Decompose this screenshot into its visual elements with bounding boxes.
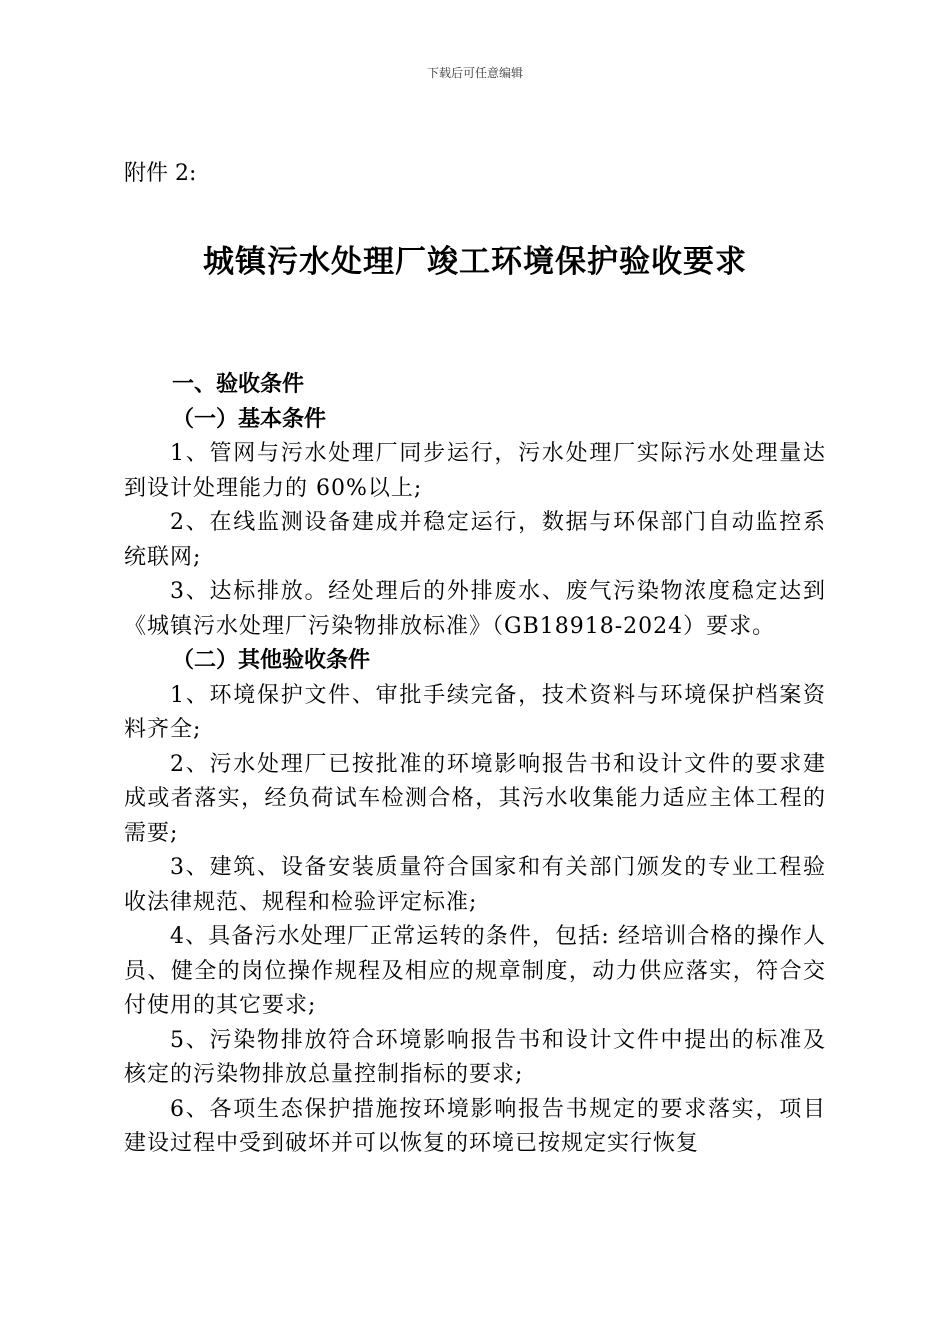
paragraph-other-6: 6、各项生态保护措施按环境影响报告书规定的要求落实，项目建设过程中受到破坏并可以恢复的环境已按规定实行恢复 [124, 1096, 826, 1156]
attachment-label: 附件 2: [124, 161, 197, 186]
paragraph-basic-2: 2、在线监测设备建成并稳定运行，数据与环保部门自动监控系统联网; [124, 510, 826, 570]
document-body [124, 368, 826, 1162]
subsection-heading-other-conditions: （二）其他验收条件 [172, 648, 371, 673]
page-header-note: 下载后可任意编辑 [426, 66, 523, 80]
subsection-heading-basic-conditions: （一）基本条件 [172, 406, 327, 432]
paragraph-other-4: 4、具备污水处理厂正常运转的条件，包括: 经培训合格的操作人员、健全的岗位操作规程及相应的规章制度，动力供应落实，符合交付使用的其它要求; [124, 924, 826, 1018]
paragraph-other-2: 2、污水处理厂已按批准的环境影响报告书和设计文件的要求建成或者落实，经负荷试车检测合格，其污水收集能力适应主体工程的需要; [124, 751, 826, 846]
paragraph-other-1: 1、环境保护文件、审批手续完备，技术资料与环境保护档案资料齐全; [124, 682, 826, 742]
paragraph-other-3: 3、建筑、设备安装质量符合国家和有关部门颁发的专业工程验收法律规范、规程和检验评定标准; [124, 855, 826, 915]
paragraph-basic-1: 1、管网与污水处理厂同步运行，污水处理厂实际污水处理量达到设计处理能力的 60%以上; [124, 441, 826, 501]
document-title: 城镇污水处理厂竣工环境保护验收要求 [203, 244, 747, 280]
paragraph-other-5: 5、污染物排放符合环境影响报告书和设计文件中提出的标准及核定的污染物排放总量控制指标的要求; [124, 1027, 826, 1087]
section-heading-acceptance-conditions: 一、验收条件 [172, 372, 305, 397]
paragraph-basic-3: 3、达标排放。经处理后的外排废水、废气污染物浓度稳定达到《城镇污水处理厂污染物排放标准》（GB18918-2024）要求。 [124, 579, 826, 639]
